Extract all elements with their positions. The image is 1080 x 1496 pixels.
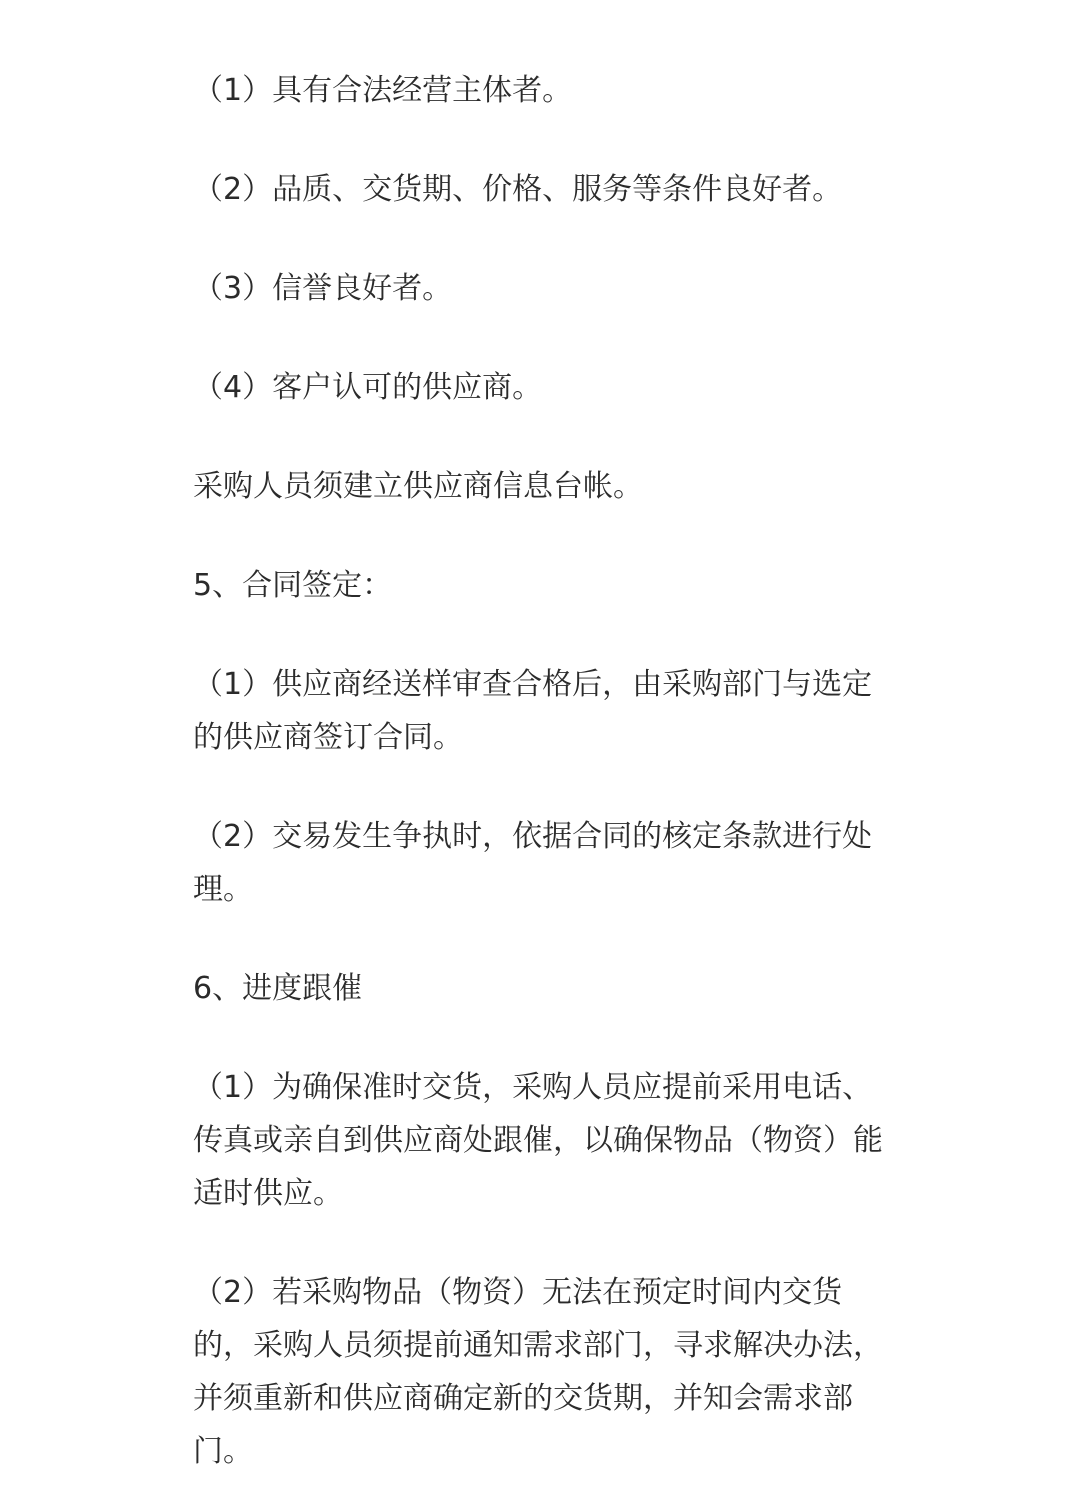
contract-item-2: （2）交易发生争执时，依据合同的核定条款进行处理。 — [193, 819, 873, 907]
contract-item-1: （1）供应商经送样审查合格后，由采购部门与选定的供应商签订合同。 — [193, 667, 873, 755]
criteria-item-1: （1）具有合法经营主体者。 — [193, 73, 573, 108]
ledger-requirement: 采购人员须建立供应商信息台帐。 — [193, 469, 643, 504]
section-heading-progress: 6、进度跟催 — [193, 971, 363, 1006]
section-heading-contract: 5、合同签定： — [193, 568, 393, 603]
criteria-item-2: （2）品质、交货期、价格、服务等条件良好者。 — [193, 172, 843, 207]
progress-item-1: （1）为确保准时交货，采购人员应提前采用电话、传真或亲自到供应商处跟催，以确保物品（物资）能适时供应。 — [193, 1070, 883, 1211]
criteria-item-4: （4）客户认可的供应商。 — [193, 370, 543, 405]
criteria-item-3: （3）信誉良好者。 — [193, 271, 453, 306]
progress-item-2: （2）若采购物品（物资）无法在预定时间内交货的，采购人员须提前通知需求部门，寻求解决办法，并须重新和供应商确定新的交货期，并知会需求部门。 — [193, 1275, 883, 1469]
